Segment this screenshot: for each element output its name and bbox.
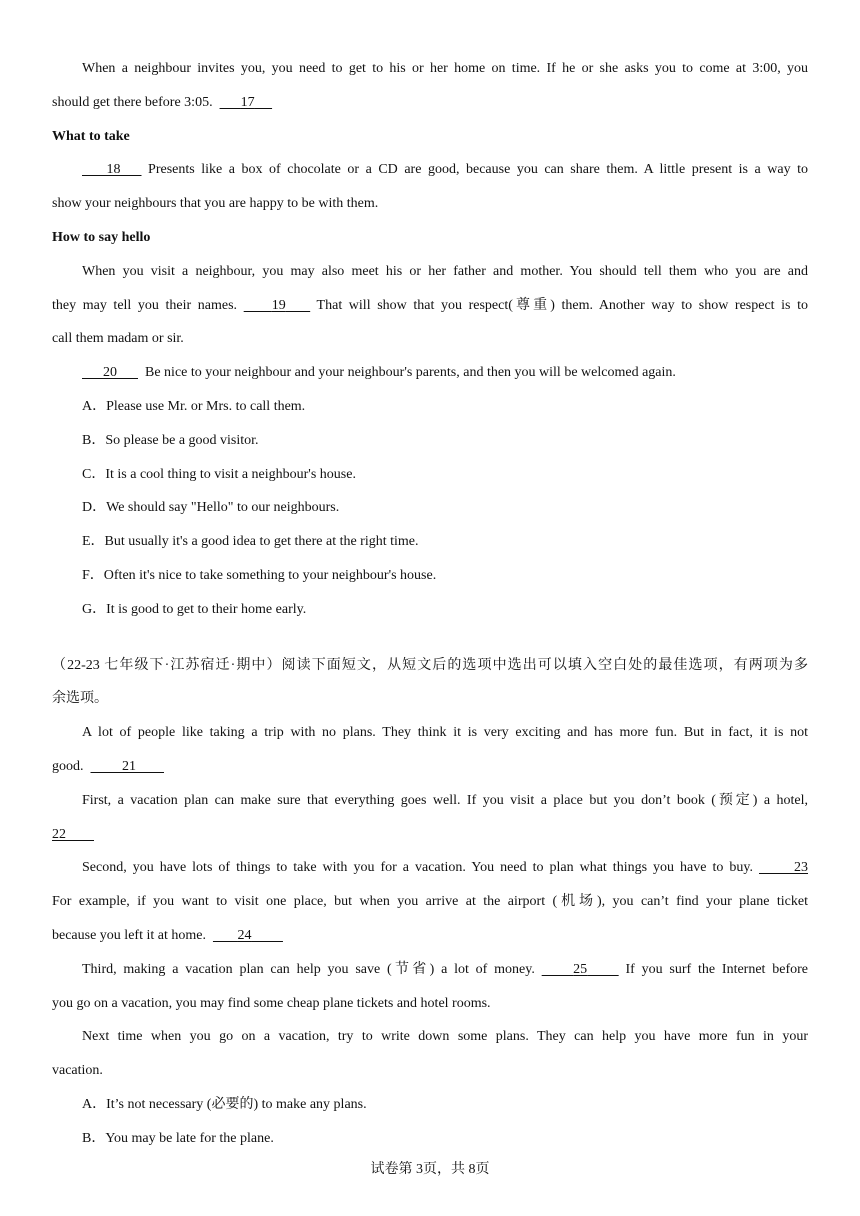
option-f[interactable]: F．Often it's nice to take something to your neighbour's house. [82,567,437,583]
section-heading: How to say hello [52,229,151,245]
section-gap [52,627,808,649]
paragraph-line: they may tell you their names. 19 That will show that you respect(尊重) them. Another way to show respect is to [52,289,808,323]
blank-21[interactable]: 21 [122,758,136,774]
exam-page [52,52,808,1156]
option-b[interactable]: B．So please be a good visitor. [82,432,259,448]
paragraph-line: For example, if you want to visit one place, but when you arrive at the airport (机场), you can’t find your plane ticket [52,894,808,910]
paragraph-line: First, a vacation plan can make sure that everything goes well. If you visit a place but you don’t book (预定) a hotel, [82,792,808,808]
option-e[interactable]: E．But usually it's a good idea to get there at the right time. [82,534,419,550]
question-intro: （22-23 七年级下·江苏宿迁·期中）阅读下面短文，从短文后的选项中选出可以填入空白处的最佳选项，有两项为多 [52,657,808,673]
paragraph-line: you go on a vacation, you may find some cheap plane tickets and hotel rooms. [52,995,491,1011]
page-footer: 试卷第 3页，共 8页 [370,1162,490,1177]
question-intro: 余选项。 [52,691,108,707]
paragraph-line: Third, making a vacation plan can help you save (节省) a lot of money. 25 If you surf the Internet before [52,953,808,987]
blank-24[interactable]: 24 [237,927,252,943]
option-a[interactable]: A．Please use Mr. or Mrs. to call them. [82,398,306,414]
paragraph-line: show your neighbours that you are happy to be with them. [52,196,379,212]
paragraph-line: vacation. [52,1063,103,1079]
blank-22[interactable]: 22 [52,826,66,842]
paragraph-line: When a neighbour invites you, you need to get to his or her home on time. If he or she asks you to come at 3:00, you [82,61,808,76]
blank-19[interactable]: 19 [271,297,286,313]
paragraph-line: because you left it at home. 24 [52,919,808,953]
section-heading: What to take [52,128,130,144]
blank-18[interactable]: 18 [106,162,121,178]
paragraph-line: call them madam or sir. [52,331,184,347]
blank-20[interactable]: 20 [103,365,117,381]
paragraph-line: should get there before 3:05. 17 [52,86,808,120]
option-b[interactable]: B．You may be late for the plane. [82,1130,274,1146]
blank-25[interactable]: 25 [573,961,588,977]
option-g[interactable]: G．It is good to get to their home early. [82,601,307,617]
option-c[interactable]: C．It is a cool thing to visit a neighbour's house. [82,466,356,482]
paragraph-line: Next time when you go on a vacation, try to write down some plans. They can help you have more fun in your [82,1029,808,1045]
paragraph-line: When you visit a neighbour, you may also meet his or her father and mother. You should tell them who you are and [82,263,808,279]
paragraph-line: A lot of people like taking a trip with no plans. They think it is very exciting and has more fun. But in fact, it is not [82,725,808,741]
blank-17[interactable]: 17 [240,94,255,110]
paragraph-line: Second, you have lots of things to take with you for a vacation. You need to plan what things you have to buy. 23 [52,851,808,885]
paragraph-line: good. 21 [52,750,808,784]
paragraph-line: 18 Presents like a box of chocolate or a CD are good, because you can share them. A little present is a way to [52,153,808,187]
paragraph-line [52,818,808,852]
option-d[interactable]: D．We should say "Hello" to our neighbours. [82,500,340,516]
blank-23[interactable]: 23 [794,860,808,876]
paragraph-line: 20 Be nice to your neighbour and your neighbour's parents, and then you will be welcomed again. [52,356,808,390]
option-a[interactable]: A．It’s not necessary (必要的) to make any plans. [82,1096,367,1112]
